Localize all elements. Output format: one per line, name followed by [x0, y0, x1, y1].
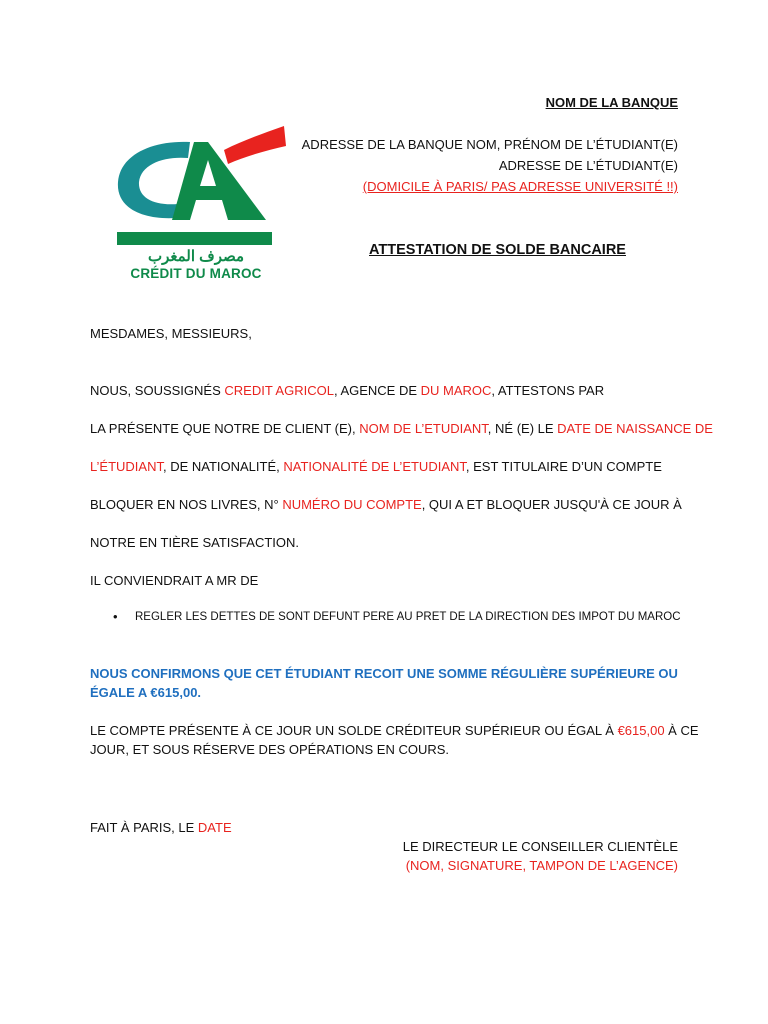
- text-segment: , ATTESTONS PAR: [491, 383, 605, 398]
- paragraph-line-2: [90, 421, 713, 436]
- agency-placeholder: DU MAROC: [420, 383, 492, 398]
- text-segment: FAIT À PARIS, LE: [90, 820, 198, 835]
- bank-name: NOM DE LA BANQUE: [545, 95, 678, 110]
- text-segment: À CE: [664, 723, 699, 738]
- logo-latin-text: CRÉDIT DU MAROC: [130, 266, 262, 281]
- paragraph-line-4: [90, 497, 682, 512]
- greeting: MESDAMES, MESSIEURS,: [90, 326, 252, 341]
- signature-note: (NOM, SIGNATURE, TAMPON DE L’AGENCE): [405, 858, 678, 873]
- paragraph-line-3: [90, 459, 662, 474]
- account-number-placeholder: NUMÉRO DU COMPTE: [282, 497, 422, 512]
- text-segment: , AGENCE DE: [333, 383, 421, 398]
- bank-placeholder: CREDIT AGRICOL: [224, 383, 334, 398]
- page-title: ATTESTATION DE SOLDE BANCAIRE: [369, 242, 626, 258]
- domicile-note: (DOMICILE À PARIS/ PAS ADRESSE UNIVERSITÉ !!): [362, 179, 678, 194]
- bullet-item: REGLER LES DETTES DE SONT DEFUNT PERE AU PRET DE LA DIRECTION DES IMPOT DU MAROC: [135, 611, 681, 623]
- text-segment: BLOQUER EN NOS LIVRES, N°: [90, 497, 283, 512]
- closing-line: [90, 820, 232, 835]
- student-name-placeholder: NOM DE L’ETUDIANT: [359, 421, 488, 436]
- paragraph-line-6: IL CONVIENDRAIT A MR DE: [90, 573, 259, 588]
- nationality-placeholder: NATIONALITÉ DE L’ETUDIANT: [283, 459, 466, 474]
- student-address: ADRESSE DE L’ÉTUDIANT(E): [498, 158, 678, 173]
- text-segment: NOUS, SOUSSIGNÉS: [90, 383, 225, 398]
- text-segment: , QUI A ET BLOQUER JUSQU'À CE JOUR À: [421, 497, 682, 512]
- text-segment: , DE NATIONALITÉ,: [162, 459, 284, 474]
- amount-highlight: €615,00: [617, 723, 665, 738]
- address-line: ADRESSE DE LA BANQUE NOM, PRÉNOM DE L’ÉTUDIANT(E): [301, 137, 678, 152]
- text-segment: LA PRÉSENTE QUE NOTRE DE CLIENT (E),: [90, 421, 360, 436]
- text-segment: , EST TITULAIRE D’UN COMPTE: [465, 459, 662, 474]
- balance-line-1: [90, 723, 699, 738]
- text-segment: LE COMPTE PRÉSENTE À CE JOUR UN SOLDE CRÉDITEUR SUPÉRIEUR OU ÉGAL À: [90, 723, 618, 738]
- text-segment: , NÉ (E) LE: [487, 421, 558, 436]
- credit-du-maroc-logo: [112, 120, 287, 285]
- birthdate-placeholder-cont: L’ÉTUDIANT: [90, 459, 163, 474]
- birthdate-placeholder: DATE DE NAISSANCE DE: [557, 421, 713, 436]
- logo-arabic-text: مصرف المغرب: [147, 248, 245, 265]
- date-placeholder: DATE: [197, 820, 232, 835]
- signature-title: LE DIRECTEUR LE CONSEILLER CLIENTÈLE: [402, 839, 678, 854]
- paragraph-line-5: NOTRE EN TIÈRE SATISFACTION.: [90, 535, 299, 550]
- confirm-line-1: NOUS CONFIRMONS QUE CET ÉTUDIANT RECOIT UNE SOMME RÉGULIÈRE SUPÉRIEURE OU: [90, 666, 678, 681]
- balance-line-2: JOUR, ET SOUS RÉSERVE DES OPÉRATIONS EN COURS.: [90, 742, 450, 757]
- confirm-line-2: ÉGALE A €615,00.: [90, 685, 202, 700]
- bullet-icon: •: [113, 609, 118, 624]
- paragraph-line-1: [90, 383, 604, 398]
